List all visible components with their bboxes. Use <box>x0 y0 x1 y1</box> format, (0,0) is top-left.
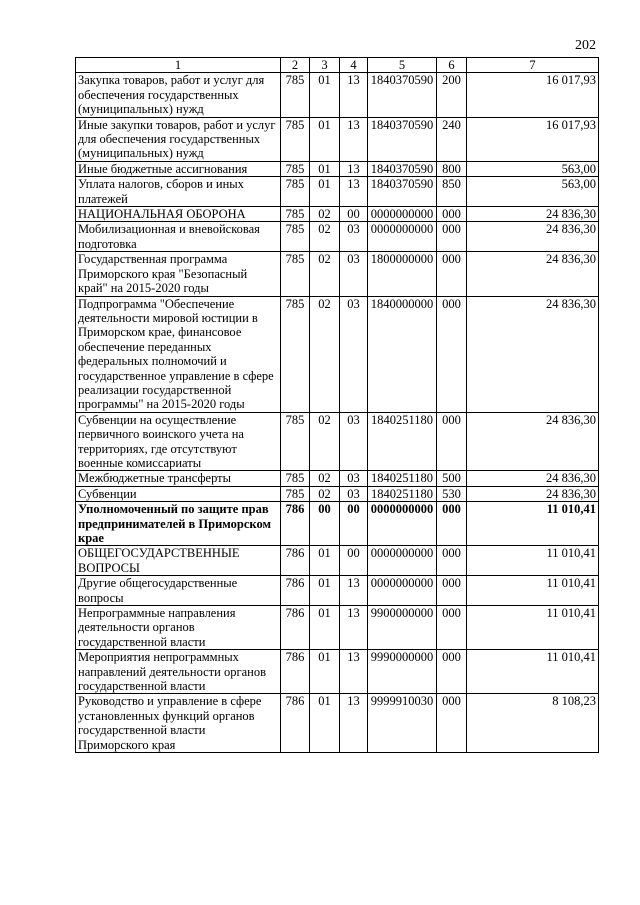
row-pr-cell: 03 <box>340 252 368 296</box>
row-ved-cell: 785 <box>281 117 310 161</box>
row-sum-cell: 11 010,41 <box>467 502 599 546</box>
row-rz-cell: 01 <box>310 161 340 176</box>
row-rz-cell: 01 <box>310 606 340 650</box>
table-row <box>76 412 599 471</box>
row-name-cell: Подпрограмма "Обеспечение деятельности мировой юстиции в Приморском крае, финансовое обеспечение переданных федеральных полномочий и государственное управление в сфере реализации государственной программы" на 2015-2020 годы <box>76 296 281 412</box>
row-ved-cell: 786 <box>281 606 310 650</box>
row-name-cell: Мобилизационная и вневойсковая подготовка <box>76 222 281 252</box>
row-ved-cell: 786 <box>281 502 310 546</box>
table-row <box>76 117 599 161</box>
row-ved-cell: 786 <box>281 650 310 694</box>
row-name-cell: Другие общегосударственные вопросы <box>76 576 281 606</box>
row-vr-cell: 000 <box>437 207 467 222</box>
budget-table <box>75 57 599 753</box>
row-kcsr-cell: 9900000000 <box>368 606 437 650</box>
row-name-cell: ОБЩЕГОСУДАРСТВЕННЫЕ ВОПРОСЫ <box>76 546 281 576</box>
row-sum-cell: 24 836,30 <box>467 252 599 296</box>
row-vr-cell: 000 <box>437 222 467 252</box>
row-name-cell: Субвенции на осуществление первичного воинского учета на территориях, где отсутствуют военные комиссариаты <box>76 412 281 471</box>
row-ved-cell: 785 <box>281 177 310 207</box>
row-ved-cell: 785 <box>281 73 310 117</box>
row-pr-cell: 03 <box>340 412 368 471</box>
row-pr-cell: 00 <box>340 502 368 546</box>
table-row <box>76 222 599 252</box>
row-name-cell: Непрограммные направления деятельности органов государственной власти <box>76 606 281 650</box>
row-kcsr-cell: 1840370590 <box>368 161 437 176</box>
row-ved-cell: 785 <box>281 296 310 412</box>
row-name-cell: Иные бюджетные ассигнования <box>76 161 281 176</box>
row-ved-cell: 785 <box>281 412 310 471</box>
row-pr-cell: 13 <box>340 576 368 606</box>
row-name-cell: Уполномоченный по защите прав предпринимателей в Приморском крае <box>76 502 281 546</box>
row-name-cell: Межбюджетные трансферты <box>76 471 281 486</box>
row-sum-cell: 24 836,30 <box>467 471 599 486</box>
header-col-2: 2 <box>281 58 310 73</box>
row-kcsr-cell: 0000000000 <box>368 502 437 546</box>
table-row <box>76 650 599 694</box>
page-number: 202 <box>575 38 596 53</box>
row-vr-cell: 850 <box>437 177 467 207</box>
row-sum-cell: 563,00 <box>467 161 599 176</box>
row-sum-cell: 16 017,93 <box>467 73 599 117</box>
row-vr-cell: 000 <box>437 502 467 546</box>
row-kcsr-cell: 9999910030 <box>368 694 437 753</box>
row-vr-cell: 000 <box>437 296 467 412</box>
row-sum-cell: 24 836,30 <box>467 222 599 252</box>
row-ved-cell: 785 <box>281 471 310 486</box>
row-vr-cell: 000 <box>437 606 467 650</box>
row-vr-cell: 200 <box>437 73 467 117</box>
row-pr-cell: 13 <box>340 177 368 207</box>
header-col-7: 7 <box>467 58 599 73</box>
row-rz-cell: 02 <box>310 252 340 296</box>
table-row <box>76 296 599 412</box>
row-kcsr-cell: 0000000000 <box>368 207 437 222</box>
table-row <box>76 502 599 546</box>
row-pr-cell: 13 <box>340 73 368 117</box>
table-row <box>76 576 599 606</box>
row-rz-cell: 02 <box>310 296 340 412</box>
row-sum-cell: 11 010,41 <box>467 546 599 576</box>
row-pr-cell: 13 <box>340 606 368 650</box>
row-sum-cell: 8 108,23 <box>467 694 599 753</box>
table-row <box>76 606 599 650</box>
table-row <box>76 252 599 296</box>
row-rz-cell: 01 <box>310 650 340 694</box>
row-pr-cell: 13 <box>340 650 368 694</box>
row-rz-cell: 01 <box>310 117 340 161</box>
row-sum-cell: 16 017,93 <box>467 117 599 161</box>
row-vr-cell: 000 <box>437 412 467 471</box>
row-sum-cell: 11 010,41 <box>467 650 599 694</box>
row-kcsr-cell: 1840370590 <box>368 73 437 117</box>
table-row <box>76 486 599 501</box>
row-rz-cell: 02 <box>310 412 340 471</box>
row-ved-cell: 785 <box>281 207 310 222</box>
row-kcsr-cell: 1840000000 <box>368 296 437 412</box>
header-row <box>76 58 599 73</box>
table-row <box>76 546 599 576</box>
row-vr-cell: 500 <box>437 471 467 486</box>
row-pr-cell: 00 <box>340 546 368 576</box>
table-row <box>76 471 599 486</box>
row-vr-cell: 000 <box>437 252 467 296</box>
row-kcsr-cell: 1840370590 <box>368 117 437 161</box>
header-col-1: 1 <box>76 58 281 73</box>
row-rz-cell: 00 <box>310 502 340 546</box>
row-pr-cell: 03 <box>340 222 368 252</box>
row-rz-cell: 01 <box>310 576 340 606</box>
table-row <box>76 177 599 207</box>
row-kcsr-cell: 0000000000 <box>368 222 437 252</box>
row-kcsr-cell: 0000000000 <box>368 576 437 606</box>
header-col-5: 5 <box>368 58 437 73</box>
row-name-cell: Руководство и управление в сфере установленных функций органов государственной власти Приморского края <box>76 694 281 753</box>
row-kcsr-cell: 1840370590 <box>368 177 437 207</box>
row-kcsr-cell: 9990000000 <box>368 650 437 694</box>
row-ved-cell: 786 <box>281 694 310 753</box>
row-sum-cell: 24 836,30 <box>467 412 599 471</box>
row-name-cell: Государственная программа Приморского края "Безопасный край" на 2015-2020 годы <box>76 252 281 296</box>
row-name-cell: Иные закупки товаров, работ и услуг для обеспечения государственных (муниципальных) нужд <box>76 117 281 161</box>
row-name-cell: Уплата налогов, сборов и иных платежей <box>76 177 281 207</box>
row-rz-cell: 01 <box>310 694 340 753</box>
row-pr-cell: 03 <box>340 486 368 501</box>
row-pr-cell: 03 <box>340 296 368 412</box>
row-pr-cell: 03 <box>340 471 368 486</box>
row-rz-cell: 02 <box>310 486 340 501</box>
row-sum-cell: 24 836,30 <box>467 486 599 501</box>
row-rz-cell: 01 <box>310 177 340 207</box>
table-row <box>76 161 599 176</box>
row-vr-cell: 240 <box>437 117 467 161</box>
row-kcsr-cell: 1840251180 <box>368 471 437 486</box>
row-rz-cell: 02 <box>310 222 340 252</box>
row-vr-cell: 000 <box>437 650 467 694</box>
row-sum-cell: 563,00 <box>467 177 599 207</box>
row-ved-cell: 785 <box>281 161 310 176</box>
row-kcsr-cell: 1840251180 <box>368 412 437 471</box>
row-kcsr-cell: 1800000000 <box>368 252 437 296</box>
row-pr-cell: 13 <box>340 117 368 161</box>
row-pr-cell: 00 <box>340 207 368 222</box>
row-kcsr-cell: 1840251180 <box>368 486 437 501</box>
table-row <box>76 694 599 753</box>
row-rz-cell: 01 <box>310 546 340 576</box>
row-vr-cell: 000 <box>437 546 467 576</box>
row-rz-cell: 02 <box>310 207 340 222</box>
row-name-cell: НАЦИОНАЛЬНАЯ ОБОРОНА <box>76 207 281 222</box>
table-row <box>76 73 599 117</box>
row-ved-cell: 785 <box>281 486 310 501</box>
header-col-3: 3 <box>310 58 340 73</box>
row-name-cell: Закупка товаров, работ и услуг для обеспечения государственных (муниципальных) нужд <box>76 73 281 117</box>
row-sum-cell: 24 836,30 <box>467 296 599 412</box>
row-sum-cell: 24 836,30 <box>467 207 599 222</box>
header-col-4: 4 <box>340 58 368 73</box>
row-ved-cell: 785 <box>281 222 310 252</box>
row-vr-cell: 800 <box>437 161 467 176</box>
row-ved-cell: 786 <box>281 576 310 606</box>
row-kcsr-cell: 0000000000 <box>368 546 437 576</box>
row-ved-cell: 786 <box>281 546 310 576</box>
row-ved-cell: 785 <box>281 252 310 296</box>
row-pr-cell: 13 <box>340 161 368 176</box>
row-pr-cell: 13 <box>340 694 368 753</box>
row-vr-cell: 000 <box>437 576 467 606</box>
row-name-cell: Субвенции <box>76 486 281 501</box>
row-vr-cell: 530 <box>437 486 467 501</box>
row-sum-cell: 11 010,41 <box>467 606 599 650</box>
row-sum-cell: 11 010,41 <box>467 576 599 606</box>
header-col-6: 6 <box>437 58 467 73</box>
table-row <box>76 207 599 222</box>
row-rz-cell: 01 <box>310 73 340 117</box>
row-rz-cell: 02 <box>310 471 340 486</box>
row-vr-cell: 000 <box>437 694 467 753</box>
row-name-cell: Мероприятия непрограммных направлений деятельности органов государственной власти <box>76 650 281 694</box>
